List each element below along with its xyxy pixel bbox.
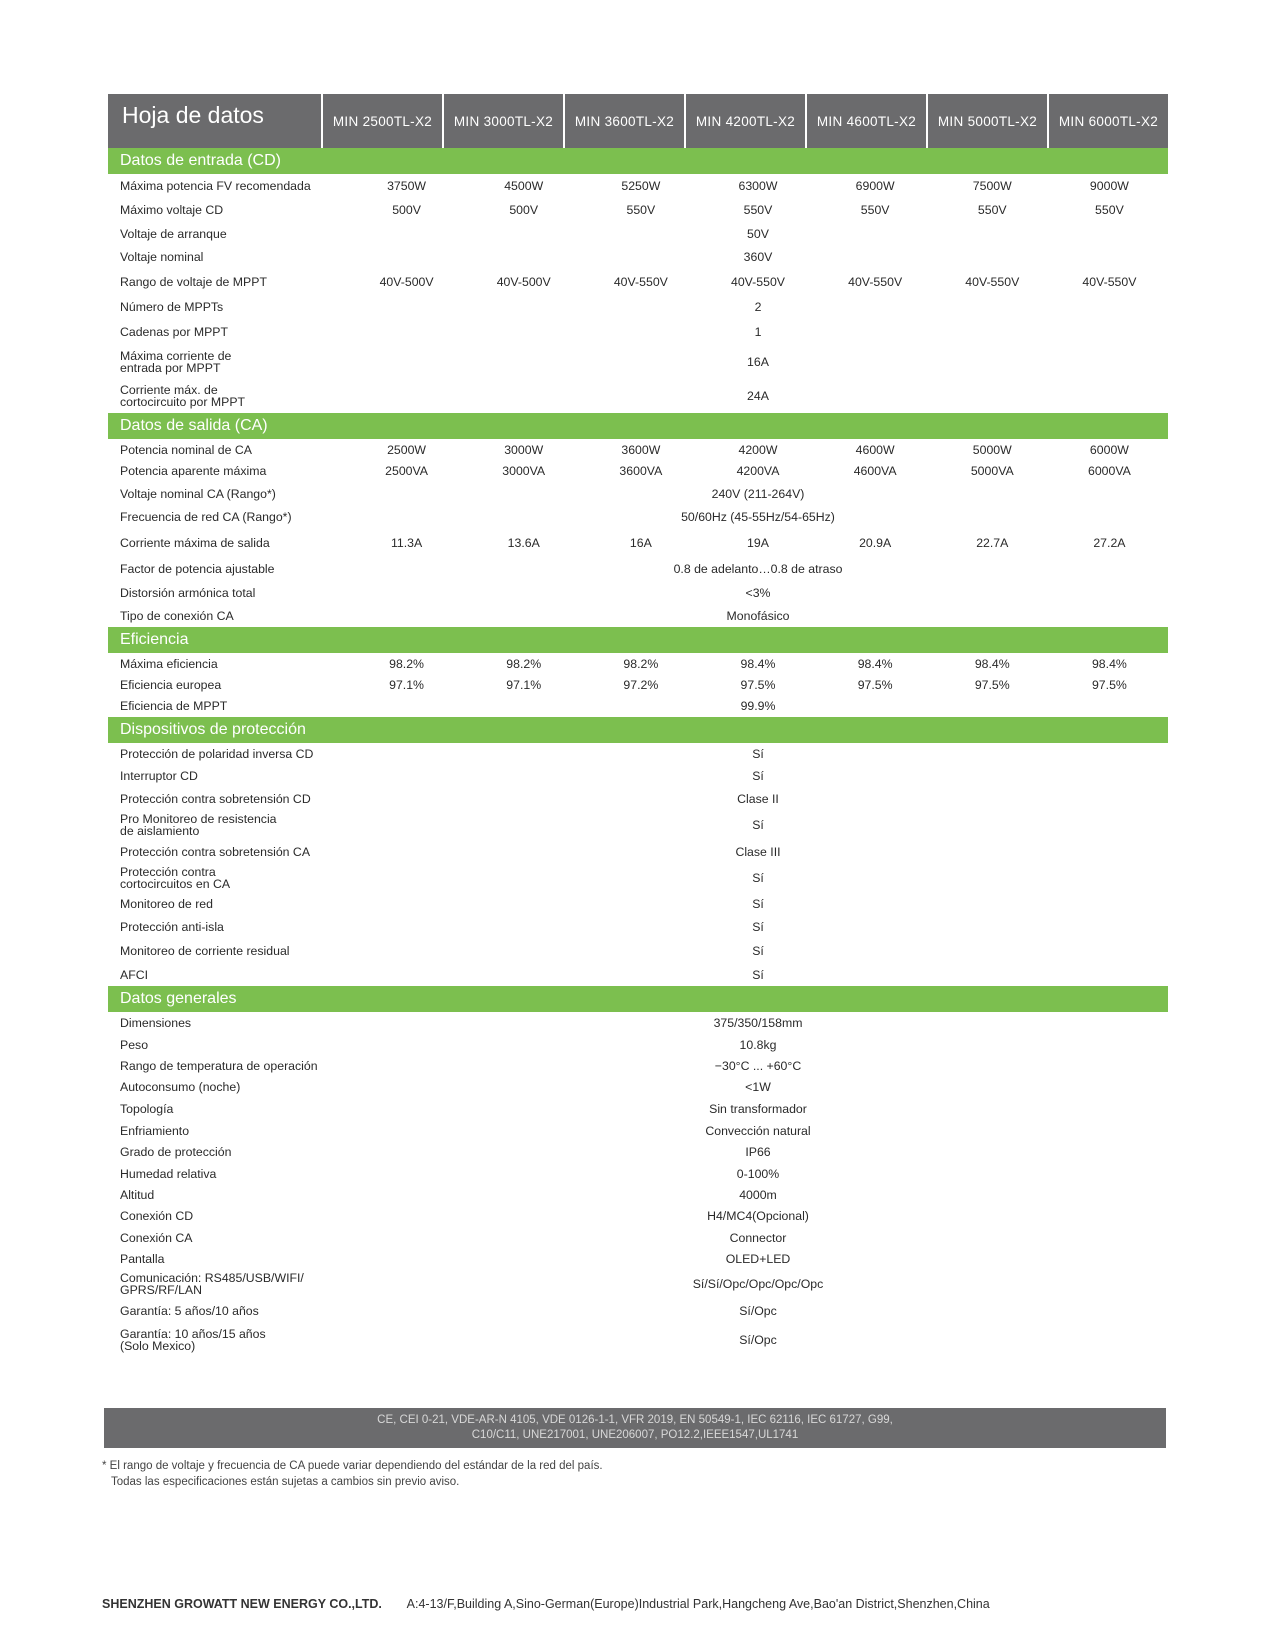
spec-row: [108, 810, 1168, 840]
spec-values: [348, 871, 1168, 885]
spec-common-value: Convección natural: [705, 1123, 811, 1138]
spec-values: [348, 275, 1168, 289]
spec-values: [348, 1277, 1168, 1291]
spec-value: 16A: [629, 535, 652, 550]
section-header: Dispositivos de protección: [108, 717, 1168, 743]
spec-value: 4600W: [855, 442, 895, 457]
spec-row: [108, 604, 1168, 627]
spec-values: [348, 325, 1168, 339]
spec-common-value: Connector: [729, 1230, 787, 1245]
spec-row: [108, 743, 1168, 764]
spec-row: [108, 695, 1168, 717]
spec-value: 19A: [747, 535, 769, 550]
spec-label: Protección contra sobretensión CA: [120, 844, 311, 859]
page-title: Hoja de datos: [108, 94, 323, 148]
spec-value: 550V: [743, 203, 773, 217]
spec-value: 6900W: [855, 179, 895, 193]
certifications-line: C10/C11, UNE217001, UNE206007, PO12.2,IEEE1547,UL1741: [471, 1429, 799, 1441]
spec-label: Máxima potencia FV recomendada: [120, 179, 311, 193]
spec-label: Monitoreo de corriente residual: [120, 944, 290, 958]
spec-row: [108, 1299, 1168, 1323]
spec-value: 40V-500V: [496, 274, 551, 289]
spec-values: [348, 443, 1168, 457]
spec-row: [108, 764, 1168, 787]
spec-values: [348, 1304, 1168, 1318]
footnote-line: * El rango de voltaje y frecuencia de CA puede variar dependiendo del estándar de la red del país.: [102, 1460, 603, 1472]
spec-label: Frecuencia de red CA (Rango*): [120, 510, 292, 524]
section-header: Datos de salida (CA): [108, 413, 1168, 439]
spec-value: 4200W: [738, 442, 778, 457]
spec-value: 550V: [977, 203, 1007, 217]
spec-common-value: −30°C ... +60°C: [714, 1058, 802, 1073]
spec-row: [108, 529, 1168, 556]
spec-label: Garantía: 10 años/15 años (Solo Mexico): [120, 1327, 266, 1353]
spec-value: 6000VA: [1087, 464, 1131, 478]
spec-row: [108, 1205, 1168, 1227]
spec-values: [348, 944, 1168, 958]
spec-value: 550V: [860, 203, 890, 217]
spec-sections: [108, 148, 1168, 1357]
spec-label: Monitoreo de red: [120, 896, 213, 911]
spec-row: [108, 245, 1168, 269]
spec-label: Dimensiones: [120, 1016, 192, 1030]
spec-row: [108, 174, 1168, 198]
spec-value: 98.2%: [506, 656, 542, 671]
spec-values: [348, 1231, 1168, 1245]
spec-value: 27.2A: [1093, 535, 1126, 550]
spec-value: 97.2%: [623, 677, 659, 692]
spec-common-value: 10.8kg: [739, 1037, 777, 1052]
spec-values: [348, 897, 1168, 911]
model-header: MIN 3600TL-X2: [565, 94, 686, 148]
spec-common-value: 16A: [747, 354, 769, 369]
spec-values: [348, 1167, 1168, 1181]
spec-label: Pantalla: [120, 1251, 165, 1266]
spec-label: Tipo de conexión CA: [120, 608, 234, 623]
spec-label: Distorsión armónica total: [120, 585, 256, 600]
spec-label: Protección de polaridad inversa CD: [120, 746, 314, 761]
spec-common-value: Clase II: [737, 791, 779, 806]
spec-row: [108, 1076, 1168, 1098]
spec-value: 9000W: [1089, 179, 1129, 193]
spec-label: Protección anti-isla: [120, 919, 224, 934]
spec-label: Protección contra cortocircuitos en CA: [120, 865, 231, 891]
spec-label: Corriente máx. de cortocircuito por MPPT: [120, 383, 246, 409]
spec-row: [108, 1269, 1168, 1299]
spec-value: 98.4%: [857, 656, 893, 671]
section-header: Eficiencia: [108, 627, 1168, 653]
section-header: Datos generales: [108, 986, 1168, 1012]
spec-label: Cadenas por MPPT: [120, 324, 228, 339]
certifications-line: CE, CEI 0-21, VDE-AR-N 4105, VDE 0126-1-1, VFR 2019, EN 50549-1, IEC 62116, IEC 61727, G99,: [377, 1414, 893, 1426]
spec-row: [108, 787, 1168, 810]
spec-value: 98.4%: [740, 656, 776, 671]
spec-row: [108, 556, 1168, 581]
spec-value: 2500VA: [385, 464, 428, 478]
spec-value: 5000W: [972, 442, 1012, 457]
spec-value: 3000W: [504, 442, 544, 457]
spec-value: 98.2%: [623, 656, 659, 671]
spec-values: [348, 1124, 1168, 1138]
spec-label: Pro Monitoreo de resistencia de aislamiento: [120, 812, 277, 838]
spec-row: [108, 379, 1168, 413]
spec-value: 550V: [626, 203, 656, 217]
spec-label: Potencia aparente máxima: [120, 464, 267, 478]
spec-value: 500V: [509, 203, 539, 217]
spec-common-value: OLED+LED: [725, 1251, 791, 1266]
spec-common-value: Monofásico: [726, 608, 790, 623]
spec-values: [348, 1252, 1168, 1266]
spec-values: [348, 300, 1168, 314]
spec-common-value: Clase III: [735, 844, 781, 859]
model-header: MIN 6000TL-X2: [1049, 94, 1168, 148]
spec-label: Voltaje nominal: [120, 250, 204, 264]
spec-common-value: 360V: [743, 250, 773, 264]
spec-row: [108, 1184, 1168, 1205]
spec-value: 97.1%: [389, 677, 424, 692]
spec-values: [348, 389, 1168, 403]
spec-label: Humedad relativa: [120, 1166, 217, 1181]
spec-row: [108, 1227, 1168, 1248]
spec-label: Eficiencia europea: [120, 677, 222, 692]
spec-label: Máximo voltaje CD: [120, 203, 224, 217]
spec-row: [108, 482, 1168, 505]
spec-label: Rango de temperatura de operación: [120, 1058, 318, 1073]
spec-label: Voltaje de arranque: [120, 226, 227, 241]
spec-common-value: H4/MC4(Opcional): [707, 1209, 809, 1223]
spec-values: [348, 1209, 1168, 1223]
spec-values: [348, 1016, 1168, 1030]
spec-value: 40V-550V: [1082, 274, 1137, 289]
spec-common-value: 2: [754, 299, 762, 314]
spec-common-value: Sí: [752, 919, 764, 934]
spec-value: 98.2%: [389, 656, 424, 671]
spec-row: [108, 505, 1168, 529]
spec-value: 98.4%: [974, 656, 1010, 671]
spec-label: Autoconsumo (noche): [120, 1080, 241, 1094]
spec-row: [108, 344, 1168, 379]
footnote-line: Todas las especificaciones están sujetas a cambios sin previo aviso.: [111, 1476, 460, 1488]
spec-row: [108, 1120, 1168, 1141]
spec-values: [348, 510, 1168, 524]
spec-value: 500V: [392, 203, 421, 217]
model-header: MIN 4200TL-X2: [686, 94, 807, 148]
section-header: Datos de entrada (CD): [108, 148, 1168, 174]
spec-values: [348, 1059, 1168, 1073]
spec-values: [348, 203, 1168, 217]
spec-row: [108, 198, 1168, 222]
spec-value: 40V-550V: [730, 274, 785, 289]
spec-common-value: Sí: [752, 818, 764, 832]
spec-label: Comunicación: RS485/USB/WIFI/ GPRS/RF/LAN: [120, 1271, 304, 1297]
company-name: SHENZHEN GROWATT NEW ENERGY CO.,LTD.: [102, 1597, 382, 1611]
spec-value: 5000VA: [970, 464, 1014, 478]
model-header: MIN 3000TL-X2: [444, 94, 565, 148]
model-header: MIN 5000TL-X2: [928, 94, 1049, 148]
spec-value: 97.1%: [506, 677, 542, 692]
spec-label: Máxima eficiencia: [120, 656, 218, 671]
spec-common-value: 50V: [747, 226, 769, 241]
spec-label: Protección contra sobretensión CD: [120, 791, 311, 806]
spec-common-value: Sí/Sí/Opc/Opc/Opc/Opc: [692, 1277, 824, 1291]
spec-value: 13.6A: [507, 535, 540, 550]
spec-values: [348, 179, 1168, 193]
spec-values: [348, 609, 1168, 623]
spec-label: Altitud: [120, 1187, 155, 1202]
header-row: [108, 94, 1168, 148]
spec-value: 20.9A: [859, 535, 892, 550]
spec-row: [108, 269, 1168, 294]
spec-common-value: Sí/Opc: [739, 1304, 777, 1318]
spec-value: 40V-550V: [848, 274, 903, 289]
spec-values: [348, 678, 1168, 692]
spec-label: Máxima corriente de entrada por MPPT: [120, 348, 232, 375]
spec-common-value: Sí: [752, 896, 764, 911]
spec-label: Voltaje nominal CA (Rango*): [120, 486, 276, 501]
spec-values: [348, 699, 1168, 713]
spec-values: [348, 355, 1168, 369]
spec-label: Interruptor CD: [120, 768, 198, 783]
spec-values: [348, 227, 1168, 241]
spec-value: 3000VA: [502, 464, 546, 478]
spec-value: 2500W: [387, 442, 427, 457]
spec-value: 3750W: [387, 179, 427, 193]
spec-common-value: 24A: [747, 389, 769, 403]
spec-common-value: 50/60Hz (45-55Hz/54-65Hz): [681, 510, 835, 524]
model-header: MIN 2500TL-X2: [323, 94, 444, 148]
spec-value: 3600VA: [619, 464, 663, 478]
spec-label: Corriente máxima de salida: [120, 535, 270, 550]
spec-row: [108, 222, 1168, 245]
spec-value: 7500W: [972, 179, 1012, 193]
spec-row: [108, 1098, 1168, 1120]
spec-common-value: Sí: [752, 967, 764, 982]
model-header: MIN 4600TL-X2: [807, 94, 928, 148]
spec-values: [348, 1102, 1168, 1116]
spec-value: 6300W: [738, 179, 778, 193]
spec-row: [108, 460, 1168, 482]
spec-value: 98.4%: [1091, 656, 1127, 671]
spec-values: [348, 845, 1168, 859]
spec-common-value: Sí: [752, 944, 764, 958]
spec-values: [348, 562, 1168, 576]
spec-value: 11.3A: [390, 535, 423, 550]
spec-common-value: 0-100%: [736, 1166, 780, 1181]
spec-value: 97.5%: [740, 677, 776, 692]
spec-value: 4200VA: [736, 464, 780, 478]
spec-values: [348, 1038, 1168, 1052]
spec-values: [348, 920, 1168, 934]
spec-label: Número de MPPTs: [120, 299, 224, 314]
spec-label: Peso: [120, 1037, 149, 1052]
spec-common-value: 375/350/158mm: [713, 1016, 803, 1030]
spec-common-value: Sin transformador: [709, 1102, 807, 1116]
spec-common-value: Sí: [752, 746, 764, 761]
company-address: A:4-13/F,Building A,Sino-German(Europe)Industrial Park,Hangcheng Ave,Bao'an District,Shenzhen,China: [406, 1597, 990, 1611]
spec-value: 3600W: [621, 442, 661, 457]
spec-value: 97.5%: [1091, 677, 1127, 692]
spec-row: [108, 439, 1168, 460]
spec-label: Rango de voltaje de MPPT: [120, 274, 267, 289]
spec-common-value: 1: [754, 324, 762, 339]
footnote: [102, 1458, 603, 1490]
spec-value: 4500W: [504, 179, 544, 193]
spec-row: [108, 653, 1168, 674]
spec-common-value: <3%: [745, 585, 771, 600]
spec-label: AFCI: [120, 967, 149, 982]
spec-values: [348, 536, 1168, 550]
spec-values: [348, 1333, 1168, 1347]
spec-label: Topología: [120, 1102, 174, 1116]
spec-label: Eficiencia de MPPT: [120, 699, 228, 713]
spec-label: Grado de protección: [120, 1145, 232, 1159]
spec-row: [108, 1034, 1168, 1055]
certifications-bar: [104, 1408, 1166, 1448]
spec-values: [348, 792, 1168, 806]
spec-row: [108, 840, 1168, 863]
spec-label: Enfriamiento: [120, 1123, 190, 1138]
spec-row: [108, 914, 1168, 939]
spec-values: [348, 464, 1168, 478]
spec-value: 40V-550V: [613, 274, 668, 289]
spec-values: [348, 968, 1168, 982]
company-footer: [102, 1597, 990, 1611]
spec-common-value: Sí: [752, 768, 764, 783]
spec-values: [348, 250, 1168, 264]
spec-value: 5250W: [621, 179, 661, 193]
spec-common-value: Sí/Opc: [739, 1333, 777, 1347]
spec-row: [108, 963, 1168, 986]
spec-row: [108, 863, 1168, 893]
spec-row: [108, 893, 1168, 914]
spec-row: [108, 1248, 1168, 1269]
spec-row: [108, 1323, 1168, 1357]
spec-values: [348, 1080, 1168, 1094]
spec-value: 6000W: [1089, 442, 1129, 457]
spec-values: [348, 657, 1168, 671]
spec-common-value: 99.9%: [740, 699, 776, 713]
spec-row: [108, 1163, 1168, 1184]
spec-values: [348, 769, 1168, 783]
spec-row: [108, 294, 1168, 319]
spec-value: 40V-500V: [379, 274, 434, 289]
spec-value: 550V: [1095, 203, 1124, 217]
spec-value: 97.5%: [974, 677, 1010, 692]
spec-row: [108, 1141, 1168, 1163]
spec-values: [348, 747, 1168, 761]
spec-common-value: 240V (211-264V): [711, 486, 805, 501]
spec-row: [108, 1012, 1168, 1034]
spec-row: [108, 674, 1168, 695]
spec-value: 40V-550V: [965, 274, 1020, 289]
spec-common-value: 4000m: [739, 1187, 777, 1202]
spec-value: 97.5%: [857, 677, 893, 692]
spec-common-value: 0.8 de adelanto…0.8 de atraso: [673, 561, 843, 576]
spec-values: [348, 586, 1168, 600]
spec-label: Conexión CD: [120, 1209, 194, 1223]
spec-value: 4600VA: [853, 464, 897, 478]
spec-common-value: <1W: [745, 1080, 771, 1094]
spec-values: [348, 1188, 1168, 1202]
spec-row: [108, 581, 1168, 604]
spec-label: Potencia nominal de CA: [120, 442, 252, 457]
spec-label: Factor de potencia ajustable: [120, 561, 275, 576]
spec-label: Conexión CA: [120, 1230, 193, 1245]
spec-values: [348, 1145, 1168, 1159]
spec-common-value: IP66: [745, 1145, 771, 1159]
spec-label: Garantía: 5 años/10 años: [120, 1304, 259, 1318]
datasheet: [108, 94, 1168, 1357]
spec-values: [348, 818, 1168, 832]
spec-common-value: Sí: [752, 871, 764, 885]
spec-row: [108, 1055, 1168, 1076]
spec-values: [348, 487, 1168, 501]
spec-row: [108, 939, 1168, 963]
spec-value: 22.7A: [976, 535, 1009, 550]
spec-row: [108, 319, 1168, 344]
